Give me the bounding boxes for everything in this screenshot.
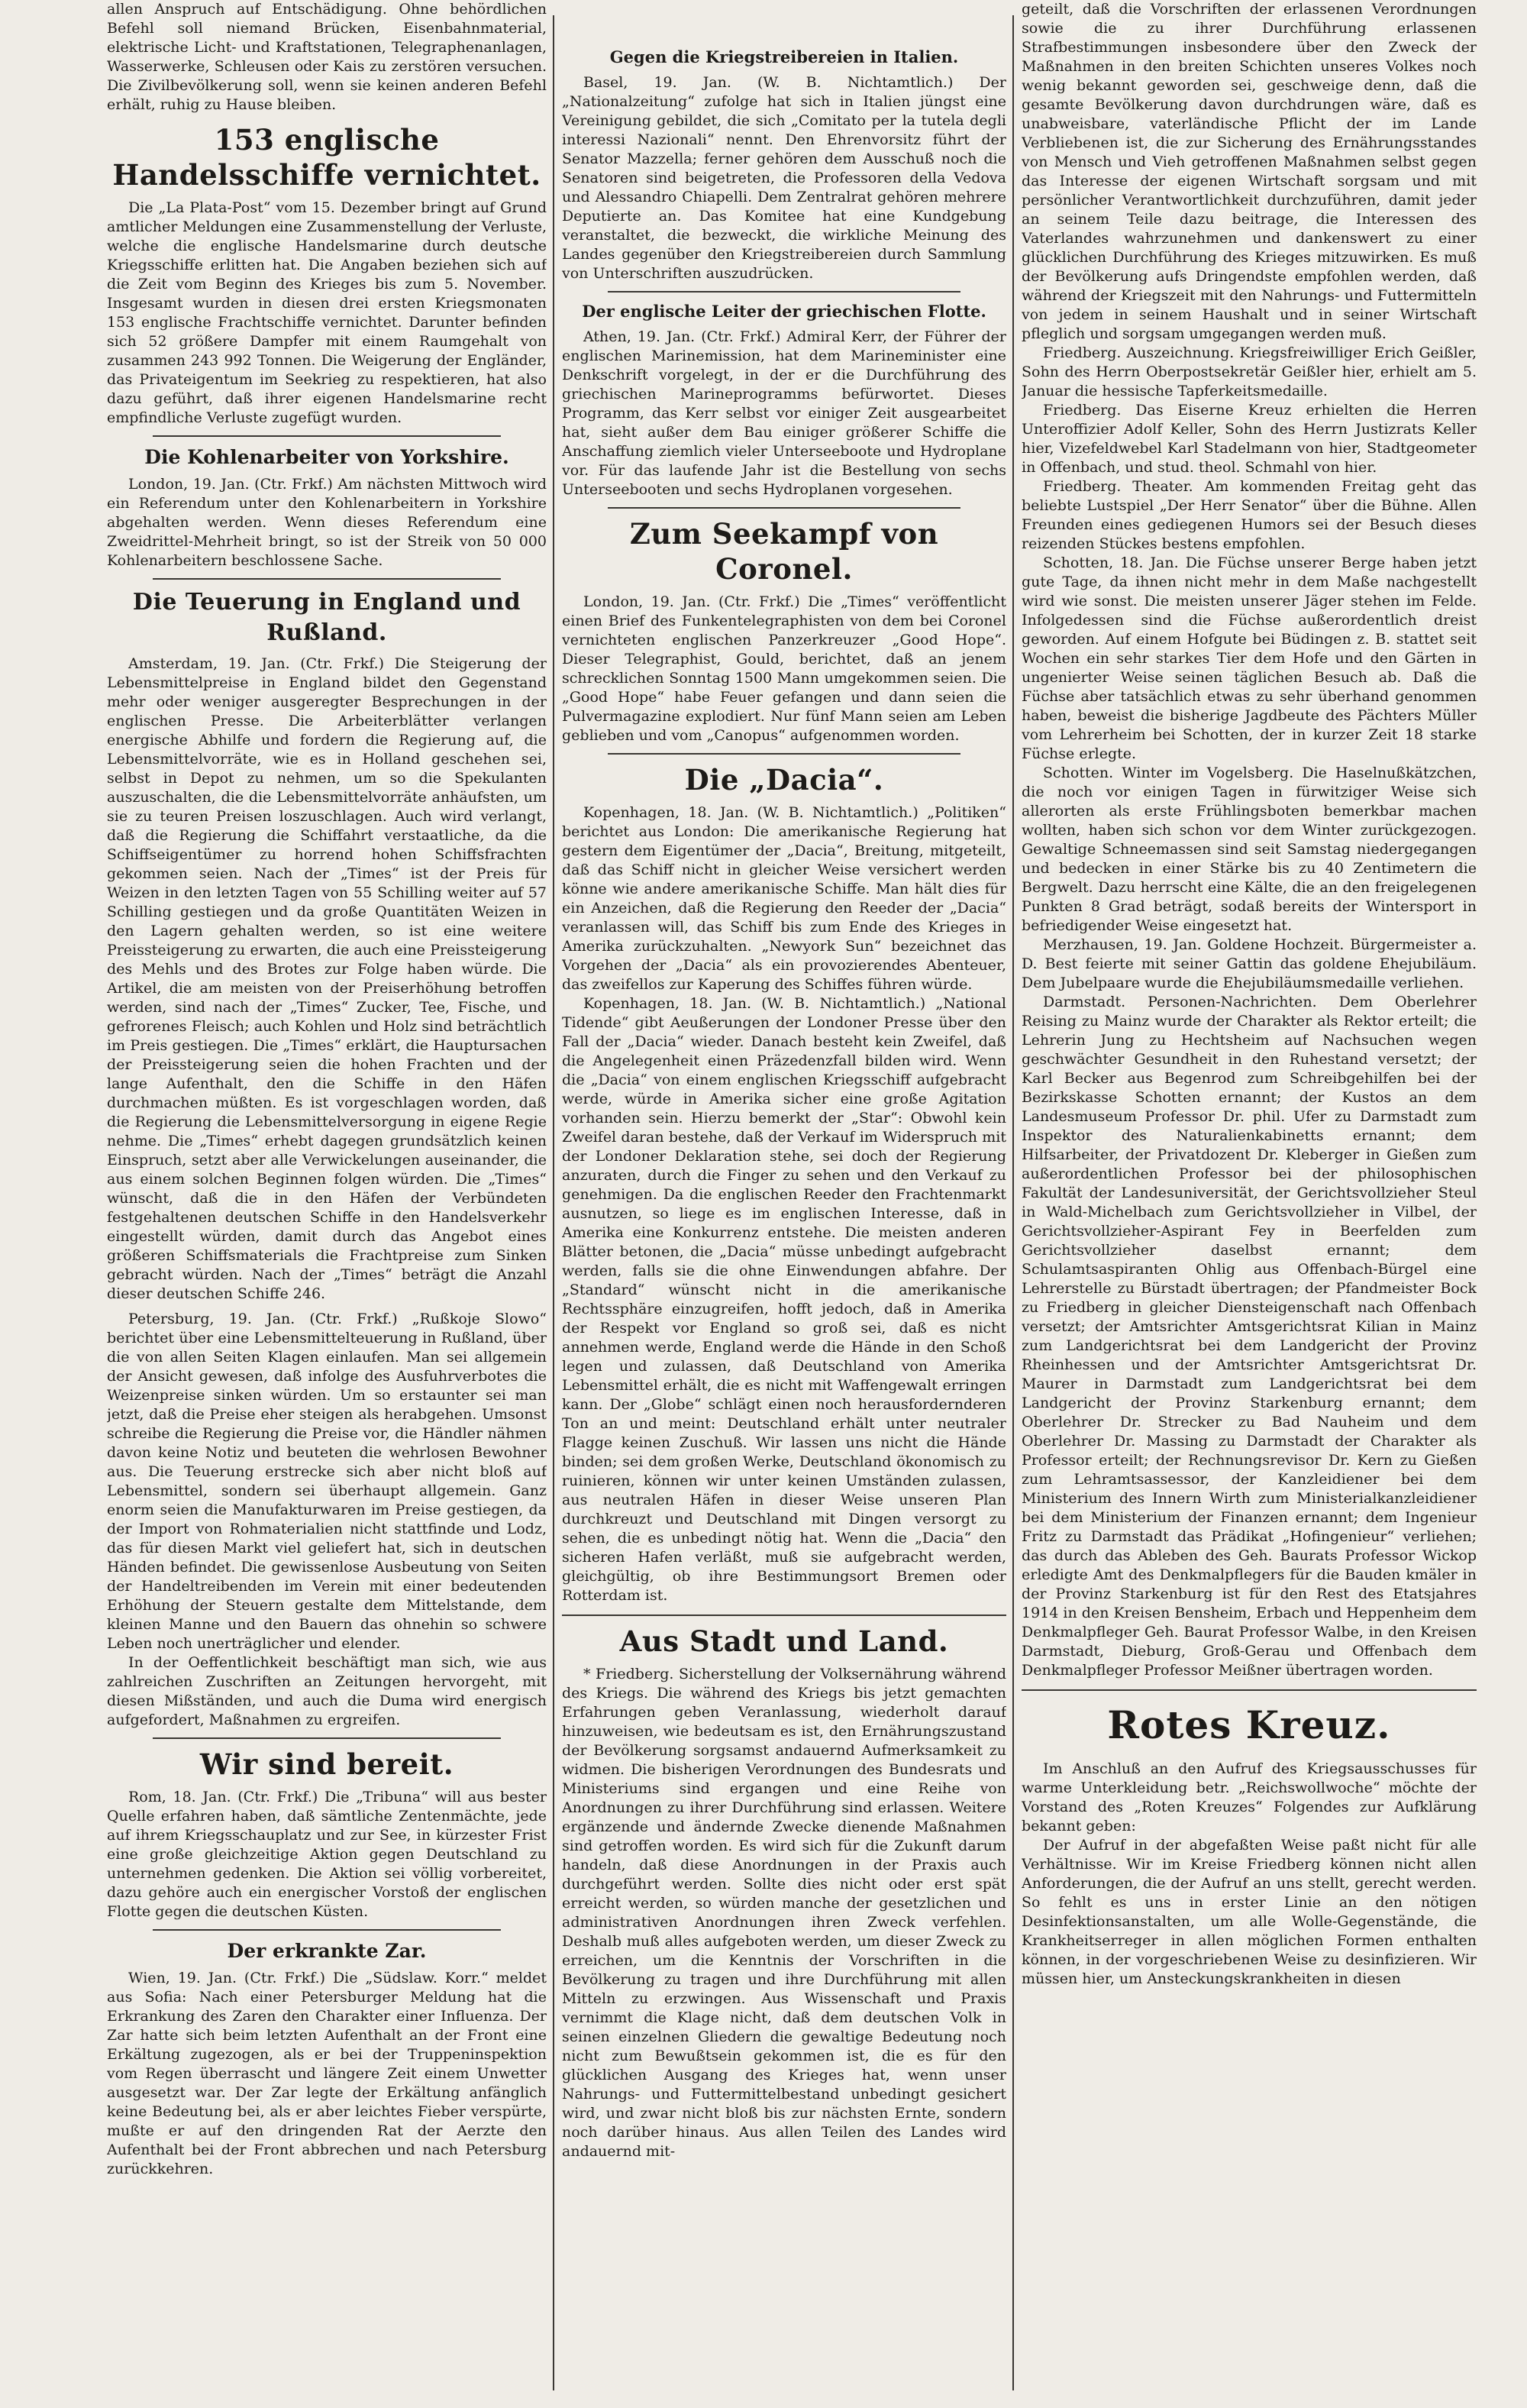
section-separator (1022, 1689, 1477, 1691)
local-news-item: Friedberg. Das Eiserne Kreuz erhielten die Herren Unteroffizier Adolf Keller, Sohn des Herrn Justizrats Keller hier, Vizefeldwebel Karl Stadelmann von hier, Stadtgeometer in Offenbach, und stud. theol. Schmahl von hier. (1022, 402, 1477, 476)
article-continuation: geteilt, daß die Vorschriften der erlassenen Verordnungen sowie die zu ihrer Durchführung erlassenen Strafbestimmungen insbesondere über den Zweck der Maßnahmen in den breiten Schichten unseres Volkes noch wenig bekannt geworden sei, geschweige denn, daß die gesamte Bevölkerung davon durchdrungen wäre, daß es unabweisbare, vaterländische Pflicht der im Lande Verbliebenen ist, die zur Sicherung des Ernährungsstandes von Mensch und Vieh getroffenen Maßnahmen selbst gegen das Interesse der eigenen Wirtschaft sorgsam und mit persönlicher Verantwortlichkeit durchzuführen, damit jeder an seinem Teile dazu beitrage, die Interessen des Vaterlandes wahrzunehmen und dankenswert zu einer glücklichen Durchführung des Krieges mitzuwirken. Es muß der Bevölkerung aufs Dringendste empfohlen werden, daß während der Kriegszeit mit den Nahrungs- und Futtermitteln von jedem in seinem Haushalt und in seiner Wirtschaft pfleglich und sorgsam umgegangen werden muß. (1022, 1, 1477, 342)
article-separator (153, 435, 501, 437)
article-text: Die „La Plata-Post“ vom 15. Dezember bringt auf Grund amtlicher Meldungen eine Zusammenstellung der Verluste, welche die englische Handelsmarine durch deutsche Kriegsschiffe erlitten hat. Die Angaben beziehen sich auf die Zeit vom Beginn des Krieges bis zum 5. November. Insgesamt wurden in diesen drei ersten Kriegsmonaten 153 englische Frachtschiffe vernichtet. Darunter befinden sich 52 größere Dampfer mit einem Raumgehalt von zusammen 243 992 Tonnen. Die Weigerung der Engländer, das Privateigentum im Seekrieg zu respektieren, hat also dazu geführt, daß ihrer eigenen Handelsmarine recht empfindliche Verluste zugefügt wurden. (107, 199, 547, 426)
column-divider (1012, 15, 1014, 2390)
headline-rotes-kreuz: Rotes Kreuz. (1107, 1702, 1391, 1747)
article-text: London, 19. Jan. (Ctr. Frkf.) Am nächsten Mittwoch wird ein Referendum unter den Kohlenarbeitern in Yorkshire abgehalten werden. Wenn dieses Referendum eine Zweidrittel-Mehrheit bringt, so ist der Streik von 50 000 Kohlenarbeitern beschlossene Sache. (107, 476, 547, 569)
section-separator (562, 1614, 1006, 1616)
headline-wir-sind-bereit: Wir sind bereit. (199, 1747, 454, 1781)
article-continuation: allen Anspruch auf Entschädigung. Ohne behördlichen Befehl soll niemand Brücken, Eisenbahnmaterial, elektrische Licht- und Kraftstationen, Telegraphenanlagen, Wasserwerke, Schleusen oder Kais zu zerstören versuchen. Die Zivilbevölkerung soll, wenn sie keinen anderen Befehl erhält, ruhig zu Hause bleiben. (107, 1, 547, 113)
article-separator (153, 1737, 501, 1739)
article-separator (608, 753, 960, 755)
headline-erkrankte-zar: Der erkrankte Zar. (227, 1940, 427, 1962)
article-text: Athen, 19. Jan. (Ctr. Frkf.) Admiral Kerr, der Führer der englischen Marinemission, hat dem Marineminister eine Denkschrift vorgelegt, in der er die Durchführung des griechischen Marineprogramms befürwortet. Dieses Programm, das Kerr selbst vor einiger Zeit ausgearbeitet hat, sieht außer dem Bau einiger größerer Schiffe die Anschaffung ziemlich vieler Unterseeboote und Hydroplane vor. Für das laufende Jahr ist die Bestellung von sechs Unterseebooten und sechs Hydroplanen vorgesehen. (562, 328, 1006, 498)
column-divider (553, 15, 554, 2390)
article-text: Basel, 19. Jan. (W. B. Nichtamtlich.) Der „Nationalzeitung“ zufolge hat sich in Italien jüngst eine Vereinigung gebildet, die sich „Comitato per la tutela degli interessi Nazionali“ nennt. Den Ehrenvorsitz führt der Senator Mazzella; ferner gehören dem Ausschuß noch die Senatoren sind beigetreten, die Professoren della Vedova und Alessandro Chiapelli. Dem Zentralrat gehören mehrere Deputierte an. Das Komitee hat eine Kundgebung veranstaltet, die bezweckt, die wirkliche Meinung des Landes gegenüber den Kriegstreibereien durch Sammlung von Unterschriften auszudrücken. (562, 74, 1006, 282)
headline-griechische-flotte: Der englische Leiter der griechischen Flotte. (582, 302, 986, 321)
article-text: Amsterdam, 19. Jan. (Ctr. Frkf.) Die Steigerung der Lebensmittelpreise in England bildet den Gegenstand mehr oder weniger ausgeregter Besprechungen in der englischen Presse. Die Arbeiterblätter verlangen energische Abhilfe und fordern die Regierung auf, die Lebensmittelvorräte, wie es in Holland geschehen sei, selbst in Depot zu nehmen, um so die Spekulanten auszuschalten, die die Lebensmittelvorräte anhäufsten, um sie zu teuren Preisen loszuschlagen. Auch wird verlangt, daß die Regierung die Schiffahrt verstaatliche, da die Schiffseigentümer zu horrend hohen Schiffsfrachten gekommen seien. Nach der „Times“ ist der Preis für Weizen in den letzten Tagen von 55 Schilling weiter auf 57 Schilling gestiegen und da große Quantitäten Weizen in den Lagern gehalten werden, so ist eine weitere Preissteigerung zu erwarten, die auch eine Preissteigerung des Mehls und des Brotes zur Folge haben würde. Die Artikel, die am meisten von der Preiserhöhung betroffen werden, sind nach der „Times“ Zucker, Tee, Fische, und gefrorenes Fleisch; auch Kohlen und Holz sind beträchtlich im Preis gestiegen. Die „Times“ erklärt, die Hauptursachen der Preissteigerung seien die hohen Frachten und der lange Aufenthalt, den die Schiffe in den Häfen durchmachen müßten. Es ist vorgeschlagen worden, daß die Regierung die Lebensmittelversorgung in eigene Regie nehme. Die „Times“ erhebt dagegen grundsätzlich keinen Einspruch, setzt aber alle Verwickelungen auseinander, die aus einem solchen Beginnen folgen würden. Die „Times“ wünscht, daß die in den Häfen der Verbündeten festgehaltenen deutschen Schiffe in den Handelsverkehr eingestellt würden, damit durch das Angebot eines größeren Schiffsmaterials die Frachtpreise zum Sinken gebracht würden. Nach der „Times“ beträgt die Anzahl dieser deutschen Schiffe 246. (107, 655, 547, 1302)
local-news-item: Friedberg. Theater. Am kommenden Freitag geht das beliebte Lustspiel „Der Herr Senator“ über die Bühne. Allen Freunden eines gediegenen Humors sei der Besuch dieses reizenden Stückes bestens empfohlen. (1022, 478, 1477, 552)
column-right (1022, 0, 1477, 2408)
headline-dacia: Die „Dacia“. (684, 763, 884, 797)
article-text: Kopenhagen, 18. Jan. (W. B. Nichtamtlich.) „National Tidende“ gibt Aeußerungen der Londoner Presse über den Fall der „Dacia“ wieder. Danach besteht kein Zweifel, daß die Angelegenheit einen Präzedenzfall bilden wird. Wenn die „Dacia“ von einem englischen Kriegsschiff aufgebracht werde, würde in Amerika sicher eine große Agitation vorhanden sein. Hierzu bemerkt der „Star“: Obwohl kein Zweifel daran bestehe, daß der Verkauf im Widerspruch mit der Londoner Deklaration stehe, sei doch der Regierung anzuraten, durch die Finger zu sehen und den Verkauf zu genehmigen. Da die englischen Reeder den Frachtenmarkt ausnutzen, so liege es im englischen Interesse, daß in Amerika eine Konkurrenz entstehe. Die meisten anderen Blätter betonen, die „Dacia“ müsse unbedingt aufgebracht werden, falls sie die ohne Einwendungen abfahre. Der „Standard“ wünscht nicht in die amerikanische Rechtssphäre einzugreifen, hofft jedoch, daß in Amerika der Respekt vor England so groß sei, daß es nicht annehmen werde, England werde die Hände in den Schoß legen und zulassen, daß Deutschland von Amerika Lebensmittel erhält, die es nicht mit Waffengewalt erringen kann. Der „Globe“ schlägt einen noch herausfordernderen Ton an und meint: Deutschland erhält unter neutraler Flagge keinen Zuschuß. Wir lassen uns nicht die Hände binden; sei dem großen Werke, Deutschland ökonomisch zu ruinieren, können wir unter keinen Umständen zulassen, aus neutralen Häfen in dieser Weise unseren Plan durchkreuzt und Deutschland mit Dingen versorgt zu sehen, die es unbedingt nötig hat. Wenn die „Dacia“ den sicheren Hafen verläßt, muß sie aufgebracht werden, gleichgültig, ob ihre Bestimmungsort Bremen oder Rotterdam ist. (562, 995, 1006, 1604)
local-news-item: Schotten. Winter im Vogelsberg. Die Haselnußkätzchen, die noch vor einigen Tagen in fürwitziger Weise sich allerorten als erste Frühlingsboten bemerkbar machen wollten, haben sich schon vor dem Winter zurückgezogen. Gewaltige Schneemassen sind seit Samstag niedergegangen und bedecken in einer Stärke bis zu 40 Zentimetern die Bergwelt. Dazu herrscht eine Kälte, die an den freigelegenen Punkten 8 Grad beträgt, sodaß bereits der Wintersport in befriedigender Weise eingesetzt hat. (1022, 764, 1477, 934)
article-text: Der Aufruf in der abgefaßten Weise paßt nicht für alle Verhältnisse. Wir im Kreise Friedberg können nicht allen Anforderungen, die der Aufruf an uns stellt, gerecht werden. So fehlt es uns in erster Linie an den nötigen Desinfektionsanstalten, um alle Wolle-Gegenstände, die Krankheitserreger in allen möglichen Formen enthalten können, in der vorgeschriebenen Weise zu desinfizieren. Wir müssen hier, um Ansteckungskrankheiten in diesen (1022, 1837, 1477, 1987)
headline-handelsschiffe: 153 englische Handelsschiffe vernichtet. (112, 123, 541, 192)
local-news-item: Schotten, 18. Jan. Die Füchse unserer Berge haben jetzt gute Tage, da ihnen nicht mehr in dem Maße nachgestellt wird wie sonst. Die meisten unserer Jäger stehen im Felde. Infolgedessen sind die Füchse außerordentlich dreist geworden. Auf einem Hofgute bei Büdingen z. B. stattet seit Wochen ein sehr starkes Tier dem Hofe und den Gärten in ungenierter Weise seinen täglichen Besuch ab. Daß die Füchse aber tatsächlich etwas zu sehr überhand genommen haben, beweist die bisherige Jagdbeute des Pächters Müller vom Lehrerheim bei Schotten, der in kurzer Zeit 18 starke Füchse erlegte. (1022, 554, 1477, 762)
article-text: Rom, 18. Jan. (Ctr. Frkf.) Die „Tribuna“ will aus bester Quelle erfahren haben, daß sämtliche Zentenmächte, jede auf ihrem Kriegsschauplatz und zur See, in kürzester Frist eine große gleichzeitige Aktion gegen Deutschland zu unternehmen gedenken. Die Aktion sei völlig vorbereitet, dazu gehöre auch ein energischer Vorstoß der englischen Flotte gegen die deutschen Küsten. (107, 1789, 547, 1920)
article-separator (153, 578, 501, 580)
article-text: Wien, 19. Jan. (Ctr. Frkf.) Die „Südslaw. Korr.“ meldet aus Sofia: Nach einer Petersburger Meldung hat die Erkrankung des Zaren den Charakter einer Influenza. Der Zar hatte sich beim letzten Aufenthalt an der Front eine Erkältung zugezogen, als er bei der Truppeninspektion vom Regen überrascht und längere Zeit einem Unwetter ausgesetzt war. Der Zar legte der Erkältung anfänglich keine Bedeutung bei, als er aber leichtes Fieber verspürte, mußte er auf den dringenden Rat der Aerzte den Aufenthalt bei der Front abbrechen und nach Petersburg zurückkehren. (107, 1970, 547, 2177)
headline-aus-stadt-und-land: Aus Stadt und Land. (619, 1624, 949, 1658)
local-news-item: Merzhausen, 19. Jan. Goldene Hochzeit. Bürgermeister a. D. Best feierte mit seiner Gattin das goldene Ehejubiläum. Dem Jubelpaare wurde die Ehejubiläumsmedaille verliehen. (1022, 936, 1477, 991)
article-text: In der Oeffentlichkeit beschäftigt man sich, wie aus zahlreichen Zuschriften an Zeitungen hervorgeht, mit diesen Mißständen, und auch die Duma wird energisch aufgefordert, Maßnahmen zu ergreifen. (107, 1654, 547, 1728)
column-middle (562, 0, 1006, 2408)
column-left (107, 0, 547, 2408)
article-text: Kopenhagen, 18. Jan. (W. B. Nichtamtlich.) „Politiken“ berichtet aus London: Die amerikanische Regierung hat gestern dem Eigentümer der „Dacia“, Breitung, mitgeteilt, daß das Schiff nicht in gleicher Weise versichert werden könne wie andere amerikanische Schiffe. Man hält dies für ein Anzeichen, daß die Regierung den Reeder der „Dacia“ veranlassen will, das Schiff bis zum Ende des Krieges in Amerika zurückzuhalten. „Newyork Sun“ bezeichnet das Vorgehen der „Dacia“ als ein provozierendes Abenteuer, das zweifellos zur Kaperung des Schiffes führen würde. (562, 804, 1006, 993)
headline-coronel: Zum Seekampf von Coronel. (629, 517, 939, 586)
article-separator (153, 1929, 501, 1931)
local-news-item: Friedberg. Auszeichnung. Kriegsfreiwilliger Erich Geißler, Sohn des Herrn Oberpostsekretär Geißler hier, erhielt am 5. Januar die hessische Tapferkeitsmedaille. (1022, 344, 1477, 399)
headline-italien: Gegen die Kriegstreibereien in Italien. (609, 47, 959, 66)
article-separator (608, 291, 960, 293)
article-text: * Friedberg. Sicherstellung der Volksernährung während des Kriegs. Die während des Kriegs bis jetzt gemachten Erfahrungen geben Veranlassung, wiederholt darauf hinzuweisen, wie bedeutsam es ist, den Ernährungszustand der Bevölkerung sorgsamst andauernd Aufmerksamkeit zu widmen. Die bisherigen Verordnungen des Bundesrats und Ministeriums sind ergangen und eine Reihe von Anordnungen zu ihrer Durchführung sind erlassen. Weitere ergänzende und ändernde Zwecke dienende Maßnahmen sind getroffen worden. Es wird sich für die Zukunft darum handeln, daß diese Anordnungen in der Praxis auch durchgeführt werden. Sollte dies nicht oder erst spät erreicht werden, so würden manche der gesetzlichen und administrativen Anordnungen ihren Zweck verfehlen. Deshalb muß alles aufgeboten werden, um dieser Zweck zu erreichen, um die Kenntnis der Vorschriften in die Bevölkerung zu tragen und ihre Durchführung mit allen Mitteln zu erzwingen. Aus Wissenschaft und Praxis vernimmt die Klage nicht, daß dem deutschen Volk in seinen einzelnen Gliedern die gewaltige Bedeutung noch nicht zum Bewußtsein gekommen ist, die es für den glücklichen Ausgang des Krieges hat, wenn unser Nahrungs- und Futtermittelbestand unbedingt gesichert wird, und zwar nicht bloß bis zur nächsten Ernte, sondern noch darüber hinaus. Aus allen Teilen des Landes wird andauernd mit- (562, 1666, 1006, 2160)
article-text: London, 19. Jan. (Ctr. Frkf.) Die „Times“ veröffentlicht einen Brief des Funkentelegraphisten von dem bei Coronel vernichteten englischen Panzerkreuzer „Good Hope“. Dieser Telegraphist, Gould, berichtet, daß an jenem schrecklichen Sonntag 1500 Mann umgekommen seien. Die „Good Hope“ habe Feuer gefangen und dann seien die Pulvermagazine explodiert. Nur fünf Mann seien am Leben geblieben und vom „Canopus“ aufgenommen worden. (562, 593, 1006, 744)
local-news-item: Darmstadt. Personen-Nachrichten. Dem Oberlehrer Reising zu Mainz wurde der Charakter als Rektor erteilt; die Lehrerin Jung zu Hechtsheim auf Nachsuchen wegen geschwächter Gesundheit in den Ruhestand versetzt; der Karl Becker aus Begenrod zum Schreibgehilfen bei der Bezirkskasse Schotten ernannt; der Kustos an dem Landesmuseum Professor Dr. phil. Ufer zu Darmstadt zum Inspektor des Naturalienkabinetts ernannt; dem Hilfsarbeiter, der Privatdozent Dr. Kleberger in Gießen zum außerordentlichen Professor bei der philosophischen Fakultät der Landesuniversität, der Gerichtsvollzieher Steul in Wald-Michelbach zum Gerichtsvollzieher in Vilbel, der Gerichtsvollzieher-Aspirant Fey in Beerfelden zum Gerichtsvollzieher daselbst ernannt; dem Schulamtsaspiranten Ohlig aus Offenbach-Bürgel eine Lehrerstelle zu Bürstadt übertragen; der Pfandmeister Bock zu Friedberg in gleicher Diensteigenschaft nach Offenbach versetzt; der Amtsrichter Amtsgerichtsrat Kilian in Mainz zum Landgerichtsrat bei dem Landgericht der Provinz Rheinhessen und der Amtsrichter Amtsgerichtsrat Dr. Maurer in Darmstadt zum Landgerichtsrat bei dem Landgericht der Provinz Starkenburg ernannt; dem Oberlehrer Dr. Strecker zu Bad Nauheim und dem Oberlehrer Dr. Massing zu Darmstadt der Charakter als Professor erteilt; der Rechnungsrevisor Dr. Kern zu Gießen zum Lehramtsassessor, der Kanzleidiener bei dem Ministerium des Innern Wirth zum Ministerialkanzleidiener bei dem Ministerium der Finanzen ernannt; dem Ingenieur Fritz zu Darmstadt das Prädikat „Hofingenieur“ verliehen; das durch das Ableben des Geh. Baurats Professor Wickop erledigte Amt des Denkmalpflegers für die Bauden kmäler in der Provinz Starkenburg ist für den Rest des Etatsjahres 1914 in den Kreisen Bensheim, Erbach und Heppenheim dem Denkmalpfleger Geh. Baurat Professor Walbe, in den Kreisen Darmstadt, Dieburg, Groß-Gerau und Offenbach dem Denkmalpfleger Professor Meißner übertragen worden. (1022, 994, 1477, 1679)
article-text: Petersburg, 19. Jan. (Ctr. Frkf.) „Rußkoje Slowo“ berichtet über eine Lebensmittelteuerung in Rußland, über die von allen Seiten Klagen einlaufen. Man sei allgemein der Ansicht gewesen, daß infolge des Ausfuhrverbotes die Weizenpreise sinken würden. Um so erstaunter sei man jetzt, daß die Preise eher steigen als herabgehen. Umsonst schreibe die Regierung die Preise vor, die Händler nähmen davon keine Notiz und beuteten die wehrlosen Bewohner aus. Die Teuerung erstrecke sich aber nicht bloß auf Lebensmittel, sondern sei überhaupt allgemein. Ganz enorm seien die Manufakturwaren im Preise gestiegen, da der Import von Rohmaterialien nicht stattfinde und Lodz, das für diesen Markt viel geliefert hat, sich in deutschen Händen befindet. Die gewissenlose Ausbeutung von Seiten der Handeltreibenden im Verein mit einer bedeutenden Erhöhung der Steuern gestalte dem Mittelstande, dem kleinen Manne und den Bauern das ohnehin so schwere Leben noch unerträglicher und elender. (107, 1311, 547, 1652)
headline-kohlenarbeiter: Die Kohlenarbeiter von Yorkshire. (144, 446, 509, 468)
article-separator (608, 507, 960, 509)
headline-teuerung: Die Teuerung in England und Rußland. (132, 589, 521, 646)
article-text: Im Anschluß an den Aufruf des Kriegsausschusses für warme Unterkleidung betr. „Reichswollwoche“ möchte der Vorstand des „Roten Kreuzes“ Folgendes zur Aufklärung bekannt geben: (1022, 1760, 1477, 1834)
